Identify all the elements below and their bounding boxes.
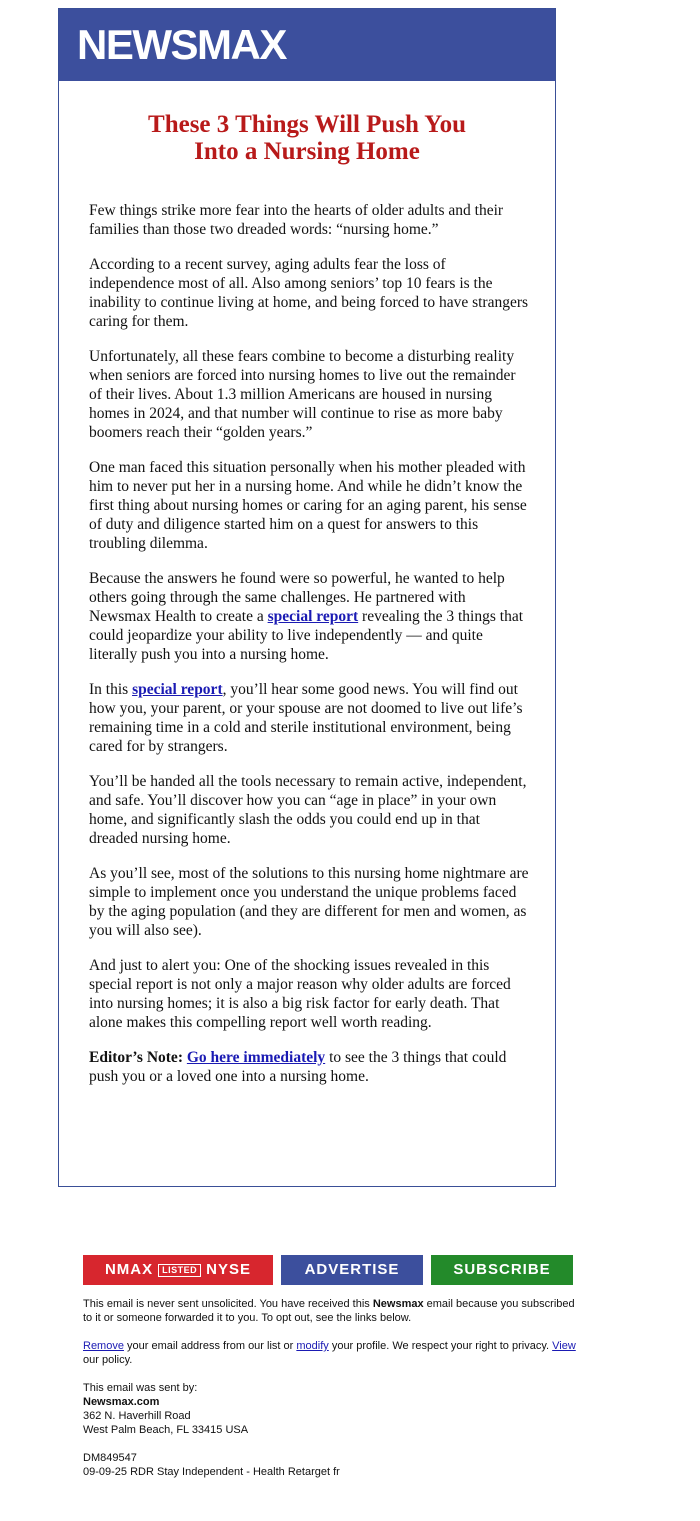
- paragraph-4: One man faced this situation personally when his mother pleaded with him to never put her in a nursing home. And while he didn’t know the first thing about nursing homes or caring for an aging parent, his sense of duty and diligence started him on a quest for answers to this troubling dilemma.: [89, 459, 527, 552]
- address-line-2: West Palm Beach, FL 33415 USA: [83, 1424, 249, 1436]
- headline: [89, 111, 525, 165]
- headline-line-2: Into a Nursing Home: [194, 138, 420, 165]
- email-footer: [83, 1255, 583, 1493]
- paragraph-1: Few things strike more fear into the hearts of older adults and their families than those two dreaded words: “nursing home.”: [89, 202, 504, 238]
- paragraph-6-text-a: In this: [89, 681, 133, 698]
- view-policy-link[interactable]: View: [552, 1340, 576, 1352]
- email-header: [59, 9, 555, 81]
- nmax-nyse-button[interactable]: [83, 1255, 273, 1285]
- paragraph-5-text-a: Because the answers he found were so powerful, he wanted to help others going through the same challenges. He partnered with Newsmax Health to create a: [89, 570, 505, 625]
- paragraph-7: You’ll be handed all the tools necessary to remain active, independent, and safe. You’ll discover how you can “age in place” in your own home, and significantly slash the odds you could end up in that dreaded nursing home.: [89, 773, 527, 847]
- nyse-label: NYSE: [206, 1261, 252, 1278]
- editors-note-text: to see the 3 things that could push you or a loved one into a nursing home.: [89, 1049, 507, 1085]
- paragraph-6: [89, 680, 529, 756]
- sender-info: [83, 1381, 583, 1437]
- notice-text-a: This email is never sent unsolicited. You have received this: [83, 1298, 373, 1310]
- campaign-name: 09-09-25 RDR Stay Independent - Health Retarget fr: [83, 1466, 340, 1478]
- paragraph-9: And just to alert you: One of the shocking issues revealed in this special report is not only a major reason why older adults are forced into nursing homes; it is also a big risk factor for early death. That alone makes this compelling report well worth reading.: [89, 957, 511, 1031]
- campaign-code: DM849547: [83, 1452, 137, 1464]
- nmax-label: NMAX: [104, 1261, 154, 1278]
- special-report-link-2[interactable]: special report: [132, 681, 223, 698]
- company-name: Newsmax.com: [83, 1396, 160, 1408]
- newsmax-logo[interactable]: NEWSMAX: [77, 21, 286, 68]
- optout-text-c: our policy.: [83, 1354, 133, 1366]
- optout-text-b: your profile. We respect your right to privacy.: [328, 1340, 553, 1352]
- listed-badge: LISTED: [158, 1264, 201, 1277]
- advertise-button[interactable]: ADVERTISE: [281, 1255, 423, 1285]
- modify-link[interactable]: modify: [296, 1340, 329, 1352]
- campaign-info: [83, 1451, 583, 1479]
- paragraph-3: Unfortunately, all these fears combine to become a disturbing reality when seniors are forced into nursing homes to live out the remainder of their lives. About 1.3 million Americans are housed in nursing homes in 2024, and that number will continue to rise as more baby boomers reach their “golden years.”: [89, 348, 516, 441]
- paragraph-5: [89, 569, 529, 664]
- optout-notice: [83, 1339, 583, 1367]
- address-line-1: 362 N. Haverhill Road: [83, 1410, 191, 1422]
- paragraph-5-text-b: revealing the 3 things that could jeopardize your ability to live independently — and quite literally push you into a nursing home.: [89, 608, 524, 663]
- notice-text-b: email because you subscribed to it or someone forwarded it to you. To opt out, see the links below.: [83, 1298, 575, 1324]
- sent-by-label: This email was sent by:: [83, 1382, 198, 1394]
- email-container: [58, 8, 556, 1187]
- editors-note-label: Editor’s Note:: [89, 1049, 183, 1066]
- remove-link[interactable]: Remove: [83, 1340, 124, 1352]
- paragraph-2: According to a recent survey, aging adults fear the loss of independence most of all. Also among seniors’ top 10 fears is the inability to continue living at home, and being forced to have strangers caring for them.: [89, 256, 529, 330]
- unsolicited-notice: [83, 1297, 583, 1325]
- article-body: [89, 201, 529, 1102]
- headline-line-1: These 3 Things Will Push You: [148, 111, 466, 138]
- paragraph-8: As you’ll see, most of the solutions to this nursing home nightmare are simple to implement once you understand the unique problems faced by the aging population (and they are different for men and women, as you will also see).: [89, 865, 529, 939]
- go-here-link[interactable]: Go here immediately: [186, 1049, 326, 1066]
- optout-text-a: your email address from our list or: [123, 1340, 297, 1352]
- editors-note: [89, 1048, 529, 1086]
- subscribe-button[interactable]: SUBSCRIBE: [431, 1255, 573, 1285]
- footer-buttons: [83, 1255, 583, 1285]
- special-report-link-1[interactable]: special report: [267, 608, 359, 625]
- paragraph-6-text-b: , you’ll hear some good news. You will find out how you, your parent, or your spouse are not doomed to live out life’s remaining time in a cold and sterile institutional environment, being cared for by strangers.: [89, 681, 523, 755]
- notice-brand: Newsmax: [372, 1298, 424, 1310]
